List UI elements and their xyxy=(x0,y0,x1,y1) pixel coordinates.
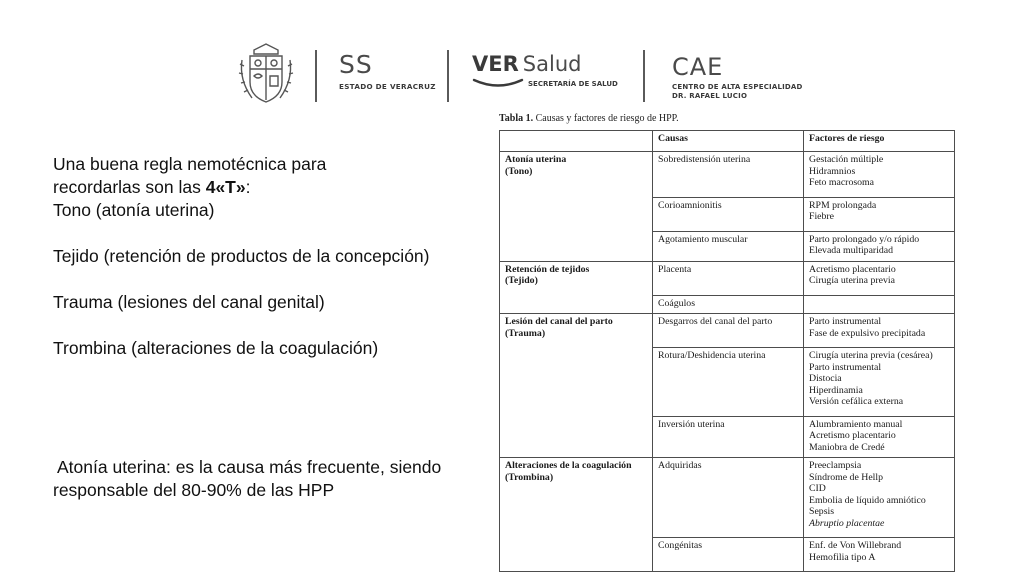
risk-factor: Feto macrosoma xyxy=(809,177,875,188)
category-line: Alteraciones de la coagulación xyxy=(505,460,632,471)
risk-factor: Síndrome de Hellp xyxy=(809,471,884,483)
table-cause-cell: Congénitas xyxy=(653,538,804,572)
risk-factor: Enf. de Von Willebrand xyxy=(809,540,902,551)
intro-suffix: : xyxy=(245,177,251,197)
table-header-empty xyxy=(500,131,653,152)
header-divider xyxy=(643,50,645,102)
mnemonic-tono: Tono (atonía uterina) xyxy=(53,200,215,220)
table-category-cell xyxy=(500,458,653,572)
ver-logo-bold: VER xyxy=(472,52,519,76)
table-cause-cell: Coágulos xyxy=(653,295,804,314)
category-line: (Tejido) xyxy=(505,275,538,286)
risk-factor: Alumbramiento manual xyxy=(809,418,903,430)
category-line: Atonía uterina xyxy=(505,154,567,165)
table-cause-cell: Inversión uterina xyxy=(653,416,804,458)
table-caption xyxy=(499,113,679,124)
table-factors-cell xyxy=(804,538,955,572)
hpp-causes-table xyxy=(499,130,955,572)
table-header-row xyxy=(500,131,955,152)
category-line: (Tono) xyxy=(505,165,533,177)
table-row xyxy=(500,458,955,538)
table-row xyxy=(500,314,955,348)
table-caption-text: Causas y factores de riesgo de HPP. xyxy=(535,113,679,124)
table-factors-cell xyxy=(804,348,955,417)
table-factors-cell xyxy=(804,231,955,261)
smile-swoosh-icon xyxy=(472,77,524,89)
risk-factor: Parto instrumental xyxy=(809,316,882,327)
risk-factor: Gestación múltiple xyxy=(809,154,884,165)
category-line: (Trauma) xyxy=(505,327,546,339)
table-factors-cell xyxy=(804,295,955,314)
risk-factor: Versión cefálica externa xyxy=(809,396,904,407)
risk-factor: Preeclampsia xyxy=(809,460,862,471)
risk-factor: Cirugía uterina previa (cesárea) xyxy=(809,350,933,361)
risk-factor: Elevada multiparidad xyxy=(809,245,894,256)
table-header-factores: Factores de riesgo xyxy=(804,131,955,152)
ver-logo-salud: Salud xyxy=(522,52,582,76)
cae-subtitle-line1: CENTRO DE ALTA ESPECIALIDAD xyxy=(672,83,803,91)
intro-4t: 4«T» xyxy=(205,177,246,197)
mnemonic-trauma: Trauma (lesiones del canal genital) xyxy=(53,292,325,312)
ss-subtitle: ESTADO DE VERACRUZ xyxy=(339,82,436,91)
risk-factor: Embolia de líquido amniótico xyxy=(809,494,926,506)
cae-abbreviation: CAE xyxy=(672,53,724,81)
mnemonic-tejido: Tejido (retención de productos de la concepción) xyxy=(53,246,430,266)
table-cause-cell: Sobredistensión uterina xyxy=(653,152,804,198)
risk-factor: Hidramnios xyxy=(809,165,856,177)
table-cause-cell: Placenta xyxy=(653,261,804,295)
table-category-cell xyxy=(500,152,653,262)
risk-factor: Hiperdinamia xyxy=(809,384,863,396)
risk-factor: Abruptio placentae xyxy=(809,517,885,529)
risk-factor: Acretismo placentario xyxy=(809,430,896,441)
veracruz-coat-of-arms-icon xyxy=(238,42,294,106)
risk-factor: Parto instrumental xyxy=(809,361,882,373)
table-factors-cell xyxy=(804,458,955,538)
risk-factor: Acretismo placentario xyxy=(809,263,896,275)
mnemonic-text xyxy=(53,153,453,360)
table-category-cell xyxy=(500,261,653,314)
table-body xyxy=(500,152,955,572)
risk-factor: RPM prolongada xyxy=(809,199,877,211)
ver-salud-logo xyxy=(472,52,622,88)
table-factors-cell xyxy=(804,152,955,198)
risk-factor: Distocia xyxy=(809,373,842,384)
table-cause-cell: Rotura/Deshidencia uterina xyxy=(653,348,804,417)
risk-factor: Cirugía uterina previa xyxy=(809,275,895,286)
mnemonic-trombina: Trombina (alteraciones de la coagulación) xyxy=(53,338,379,358)
risk-factor: Fiebre xyxy=(809,211,835,222)
table-factors-cell xyxy=(804,416,955,458)
table-factors-cell xyxy=(804,261,955,295)
cae-subtitle-line2: DR. RAFAEL LUCIO xyxy=(672,92,748,100)
table-caption-label: Tabla 1. xyxy=(499,113,534,124)
cae-subtitle xyxy=(672,83,803,101)
intro-line-1: Una buena regla nemotécnica para xyxy=(53,154,327,174)
risk-factor: Maniobra de Credé xyxy=(809,441,885,453)
atonia-note: Atonía uterina: es la causa más frecuente, siendo responsable del 80-90% de las HPP xyxy=(53,457,442,500)
category-line: Retención de tejidos xyxy=(505,263,590,275)
risk-factor: Sepsis xyxy=(809,506,835,517)
intro-line-2 xyxy=(53,176,453,199)
risk-factor: CID xyxy=(809,483,826,494)
ss-abbreviation: SS xyxy=(339,50,373,79)
intro-prefix: recordarlas son las xyxy=(53,177,206,197)
risk-factor: Parto prolongado y/o rápido xyxy=(809,233,920,245)
category-line: Lesión del canal del parto xyxy=(505,316,613,327)
category-line: (Trombina) xyxy=(505,471,554,483)
table-category-cell xyxy=(500,314,653,458)
table-row xyxy=(500,261,955,295)
table-factors-cell xyxy=(804,314,955,348)
ver-subtitle: SECRETARÍA DE SALUD xyxy=(528,80,618,88)
table-cause-cell: Desgarros del canal del parto xyxy=(653,314,804,348)
header-divider xyxy=(315,50,317,102)
ss-logo xyxy=(339,50,436,91)
table-header-causas: Causas xyxy=(653,131,804,152)
table-cause-cell: Corioamnionitis xyxy=(653,197,804,231)
table-cause-cell: Agotamiento muscular xyxy=(653,231,804,261)
risk-factor: Fase de expulsivo precipitada xyxy=(809,327,926,339)
table-row xyxy=(500,152,955,198)
table-cause-cell: Adquiridas xyxy=(653,458,804,538)
cae-logo xyxy=(672,55,803,101)
header-divider xyxy=(447,50,449,102)
risk-factor: Hemofilia tipo A xyxy=(809,551,876,563)
table-factors-cell xyxy=(804,197,955,231)
logo-header xyxy=(0,0,1024,110)
